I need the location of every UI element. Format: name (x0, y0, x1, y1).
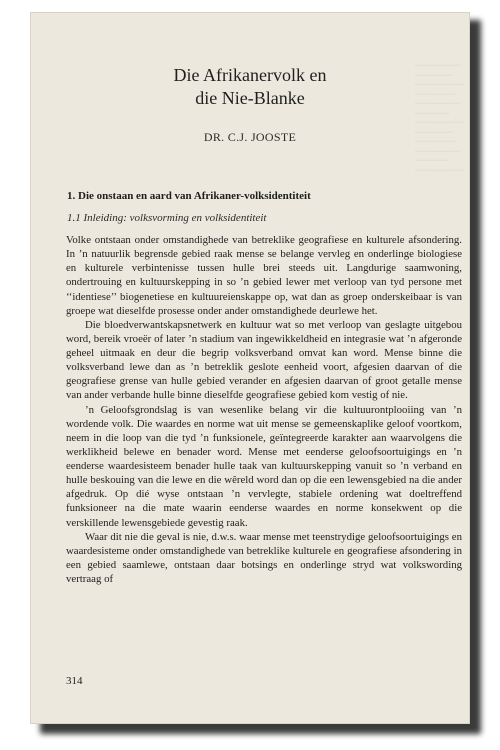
article-title-line-2: die Nie-Blanke (195, 88, 305, 108)
paragraph: ’n Geloofsgrondslag is van wesenlike belang vir die kultuurontplooiing van ’n wordende volk. Die waardes en norme wat uit mense se gemeenskaplike geloof voortkom, neem in die loop van die tyd ’n funksionele, geïntegreerde karakter aan waarvolgens die werklikheid belewe en benader word. Mense met eenderse geloofsoortuigings en ’n eenderse waardesisteem benader hulle taak van kultuurskepping vanuit so ’n verband en hulle beskouing van die lewe en die wêreld word dan op die een lewensgebied na die ander afgedruk. Op dié wyse ontstaan ’n vervlegte, stabiele ordening wat doeltreffend funksioneer na die mate waarin eenderse waardes en norme konsekwent op die verskillende lewensgebiede gevestig raak. (66, 403, 462, 529)
body-text (66, 233, 462, 586)
show-through-text: ~~~~~~~~~~~~ ~~~~~~~~~~ ~~~~~~~~~~~~~ ~~~~~~~~~~~ ~~~~~~~~~~~~ ~~~~~~~~~ ~~~~~~~~~~~~~ ~~~~~~~~~~ ~~~~~~~~~~~ ~~~~~~~~~~~~ ~~~~~~~~~ ~~~~~~~~~~~~~ (415, 62, 465, 175)
author-byline: DR. C.J. JOOSTE (203, 130, 297, 144)
page-number: 314 (66, 675, 83, 687)
paragraph: Die bloedverwantskapsnetwerk en kultuur wat so met verloop van geslagte uitgebou word, bereik vroeër of later ’n stadium van ingewikkeldheid en integrasie wat ’n afgeronde geheel uitmaak en deur die begrip volksverband omvat kan word. Mense binne die volksverband lewe dan as ’n betreklik geslote eenheid voort, afgesien daarvan of die geografiese grense van hulle gebied verander en afgesien daarvan of groot getalle mense van ander verbande hulle binne dieselfde geografiese gebied kom vestig of nie. (66, 318, 462, 402)
paragraph: Waar dit nie die geval is nie, d.w.s. waar mense met teenstrydige geloofsoortuigings en waardesisteme onder omstandighede van betreklike kulturele en geografiese afsondering in een gebied saamlewe, ontstaan daar botsings en onderlinge stryd wat volkswording vertraag of (66, 530, 462, 585)
subsection-heading: 1.1 Inleiding: volksvorming en volksidentiteit (67, 212, 267, 224)
article-title-line-1: Die Afrikanervolk en (173, 65, 327, 85)
paragraph: Volke ontstaan onder omstandighede van betreklike geografiese en kulturele afsondering. In ’n natuurlik begrensde gebied raak mense se belange vervleg en onderlinge biologiese en kulturele verbintenisse tussen hulle brei steeds uit. Langdurige saamwoning, ondertrouing en kultuurskepping in so ’n gebied lewer met verloop van tyd persone met ‘‘identiese’’ biogenetiese en kultuureienskappe op, wat dan as groep onderskeibaar is van groepe wat dieselfde prosesse onder ander omstandighede deurlewe het. (66, 234, 462, 317)
book-page (30, 12, 470, 724)
section-heading: 1. Die onstaan en aard van Afrikaner-volksidentiteit (67, 190, 311, 202)
